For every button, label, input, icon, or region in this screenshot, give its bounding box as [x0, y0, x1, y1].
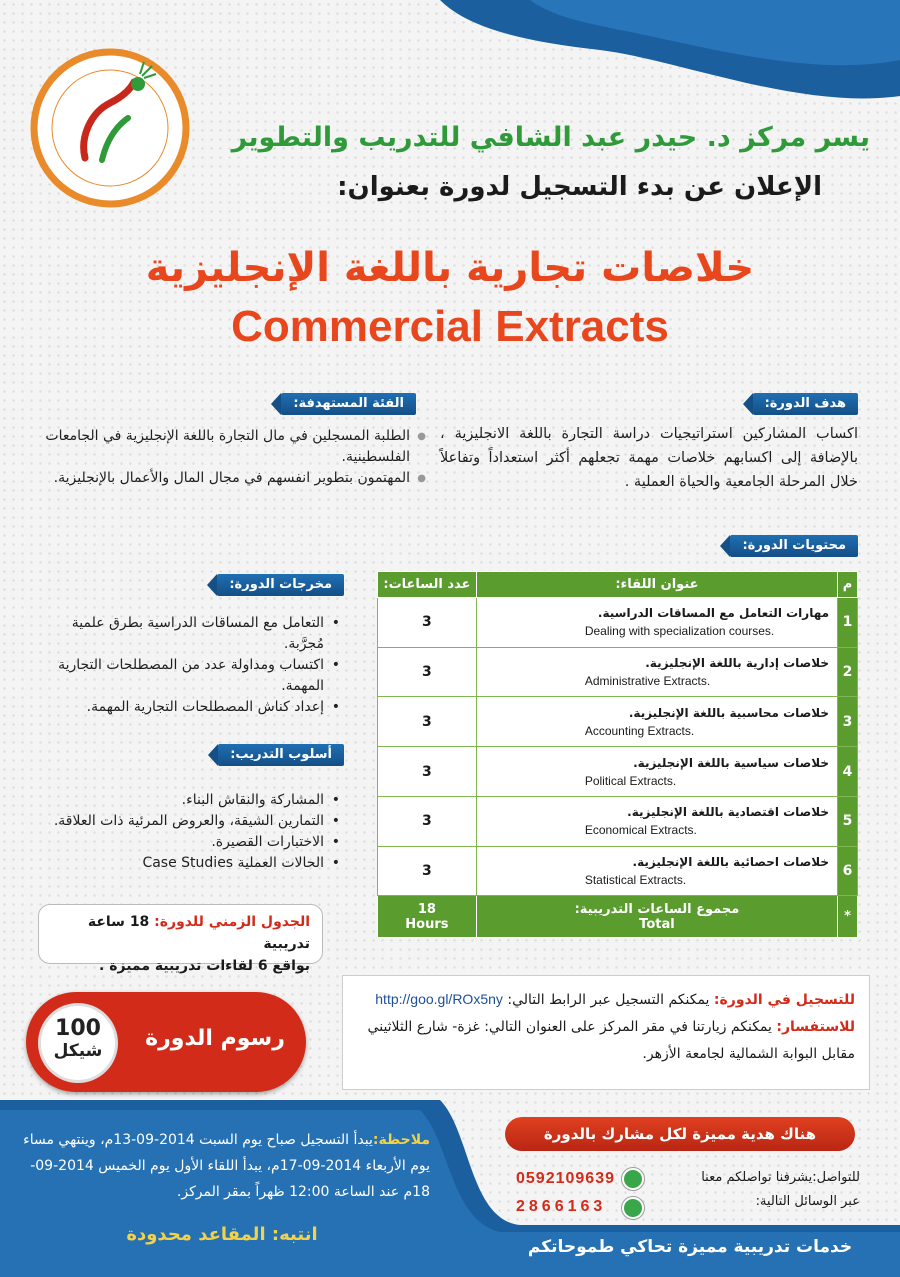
schedule-box [38, 904, 323, 974]
fees-currency: شيكل [53, 1041, 103, 1061]
contents-label: محتويات الدورة: [730, 535, 858, 557]
organization-line: يسر مركز د. حيدر عبد الشافي للتدريب والتطوير [231, 122, 870, 153]
table-row: 3 خلاصات محاسبية باللغة الإنجليزية. Accounting Extracts. 3 [378, 697, 858, 747]
target-group-list [18, 426, 426, 489]
announcement-line: الإعلان عن بدء التسجيل لدورة بعنوان: [337, 172, 822, 202]
col-num: م [838, 572, 858, 598]
list-item: • اكتساب ومداولة عدد من المصطلحات التجارية المهمة. [40, 655, 340, 697]
schedule-hours: 18 ساعة تدريبية [87, 914, 310, 952]
list-item: ● المهتمون بتطوير انفسهم في مجال المال والأعمال بالإنجليزية. [18, 468, 426, 489]
list-item: ● الطلبة المسجلين في مال التجارة باللغة الإنجليزية في الجامعات الفلسطينية. [18, 426, 426, 468]
header-wave [380, 0, 900, 110]
list-item: • إعداد كناش المصطلحات التجارية المهمة. [40, 697, 340, 718]
registration-box [342, 975, 870, 1090]
course-contents-table [377, 571, 858, 938]
registration-label: للتسجيل في الدورة: [713, 992, 855, 1008]
fees-label: رسوم الدورة [145, 1026, 285, 1051]
phone-number[interactable]: 2866163 [516, 1198, 607, 1215]
training-method-list [40, 790, 340, 874]
schedule-label: الجدول الزمني للدورة: [154, 914, 310, 930]
table-row: 2 خلاصات إدارية باللغة الإنجليزية. Administrative Extracts. 3 [378, 647, 858, 697]
contact-via: عبر الوسائل التالية: [755, 1194, 860, 1209]
col-hours: عدد الساعات: [378, 572, 477, 598]
list-item: • التعامل مع المساقات الدراسية بطرق علمية مُجرَّبة. [40, 613, 340, 655]
telephone-icon [622, 1197, 644, 1219]
inquiry-label: للاستفسار: [776, 1019, 855, 1035]
inquiry-text: يمكنكم زيارتنا في مقر المركز على العنوان التالي: غزة- شارع الثلاثيني [367, 1019, 772, 1035]
training-method-label: أسلوب التدريب: [218, 744, 344, 766]
target-group-label: الفئة المستهدفة: [281, 393, 416, 415]
center-logo [30, 48, 190, 208]
list-item: • التمارين الشيقة، والعروض المرئية ذات العلاقة. [40, 811, 340, 832]
note-paragraph [14, 1127, 430, 1205]
table-row: 5 خلاصات اقتصادية باللغة الإنجليزية. Economical Extracts. 3 [378, 796, 858, 846]
note-text: يبدأ التسجيل صباح يوم السبت 2014-09-13م، وينتهي مساء يوم الأربعاء 2014-09-17م، يبدأ اللقاء الأول يوم الخميس 2014-09-18م عند الساعة 12:00 ظهراً بمقر المركز. [23, 1132, 430, 1200]
registration-link[interactable]: http://goo.gl/ROx5ny [375, 991, 503, 1007]
col-topic: عنوان اللقاء: [476, 572, 837, 598]
course-title-arabic: خلاصات تجارية باللغة الإنجليزية [145, 245, 755, 291]
outcomes-label: مخرجات الدورة: [217, 574, 344, 596]
gift-banner: هناك هدية مميزة لكل مشارك بالدورة [505, 1117, 855, 1151]
note-label: ملاحظة: [372, 1132, 430, 1148]
table-row: 4 خلاصات سياسية باللغة الإنجليزية. Political Extracts. 3 [378, 747, 858, 797]
mobile-phone-icon [622, 1168, 644, 1190]
list-item: • الاختبارات القصيرة. [40, 832, 340, 853]
contact-intro: للتواصل:يشرفنا تواصلكم معنا [701, 1170, 860, 1185]
list-item: • المشاركة والنقاش البناء. [40, 790, 340, 811]
course-goal-text: اكساب المشاركين استراتيجيات دراسة التجارة باللغة الانجليزية ، بالإضافة إلى اكسابهم خلاصات مهمة تجعلهم أكثر استعداداً وتفاعلاً خلال المرحلة الجامعية والحياة العملية . [440, 426, 858, 490]
table-row: 1 مهارات التعامل مع المساقات الدراسية. Dealing with specialization courses. 3 [378, 598, 858, 648]
outcomes-list [40, 613, 340, 718]
schedule-sessions: بواقع 6 لقاءات تدريبية مميزة . [99, 958, 310, 974]
footer-slogan: خدمات تدريبية مميزة تحاكي طموحاتكم [527, 1237, 853, 1257]
limited-seats-notice: انتبه: المقاعد محدودة [126, 1224, 318, 1245]
fees-amount-circle [38, 1003, 118, 1083]
course-title-english: Commercial Extracts [231, 302, 669, 351]
registration-text: يمكنكم التسجيل عبر الرابط التالي: [507, 992, 710, 1008]
table-row: 6 خلاصات احصائية باللغة الإنجليزية. Statistical Extracts. 3 [378, 846, 858, 896]
fees-amount: 100 [55, 1016, 101, 1041]
mobile-number[interactable]: 0592109639 [516, 1170, 615, 1187]
inquiry-address: مقابل البوابة الشمالية لجامعة الأزهر. [642, 1046, 855, 1062]
list-item: • الحالات العملية Case Studies [40, 853, 340, 874]
table-total-row: * مجموع الساعات التدريبية: Total 18 Hours [378, 896, 858, 938]
course-goal-label: هدف الدورة: [753, 393, 858, 415]
